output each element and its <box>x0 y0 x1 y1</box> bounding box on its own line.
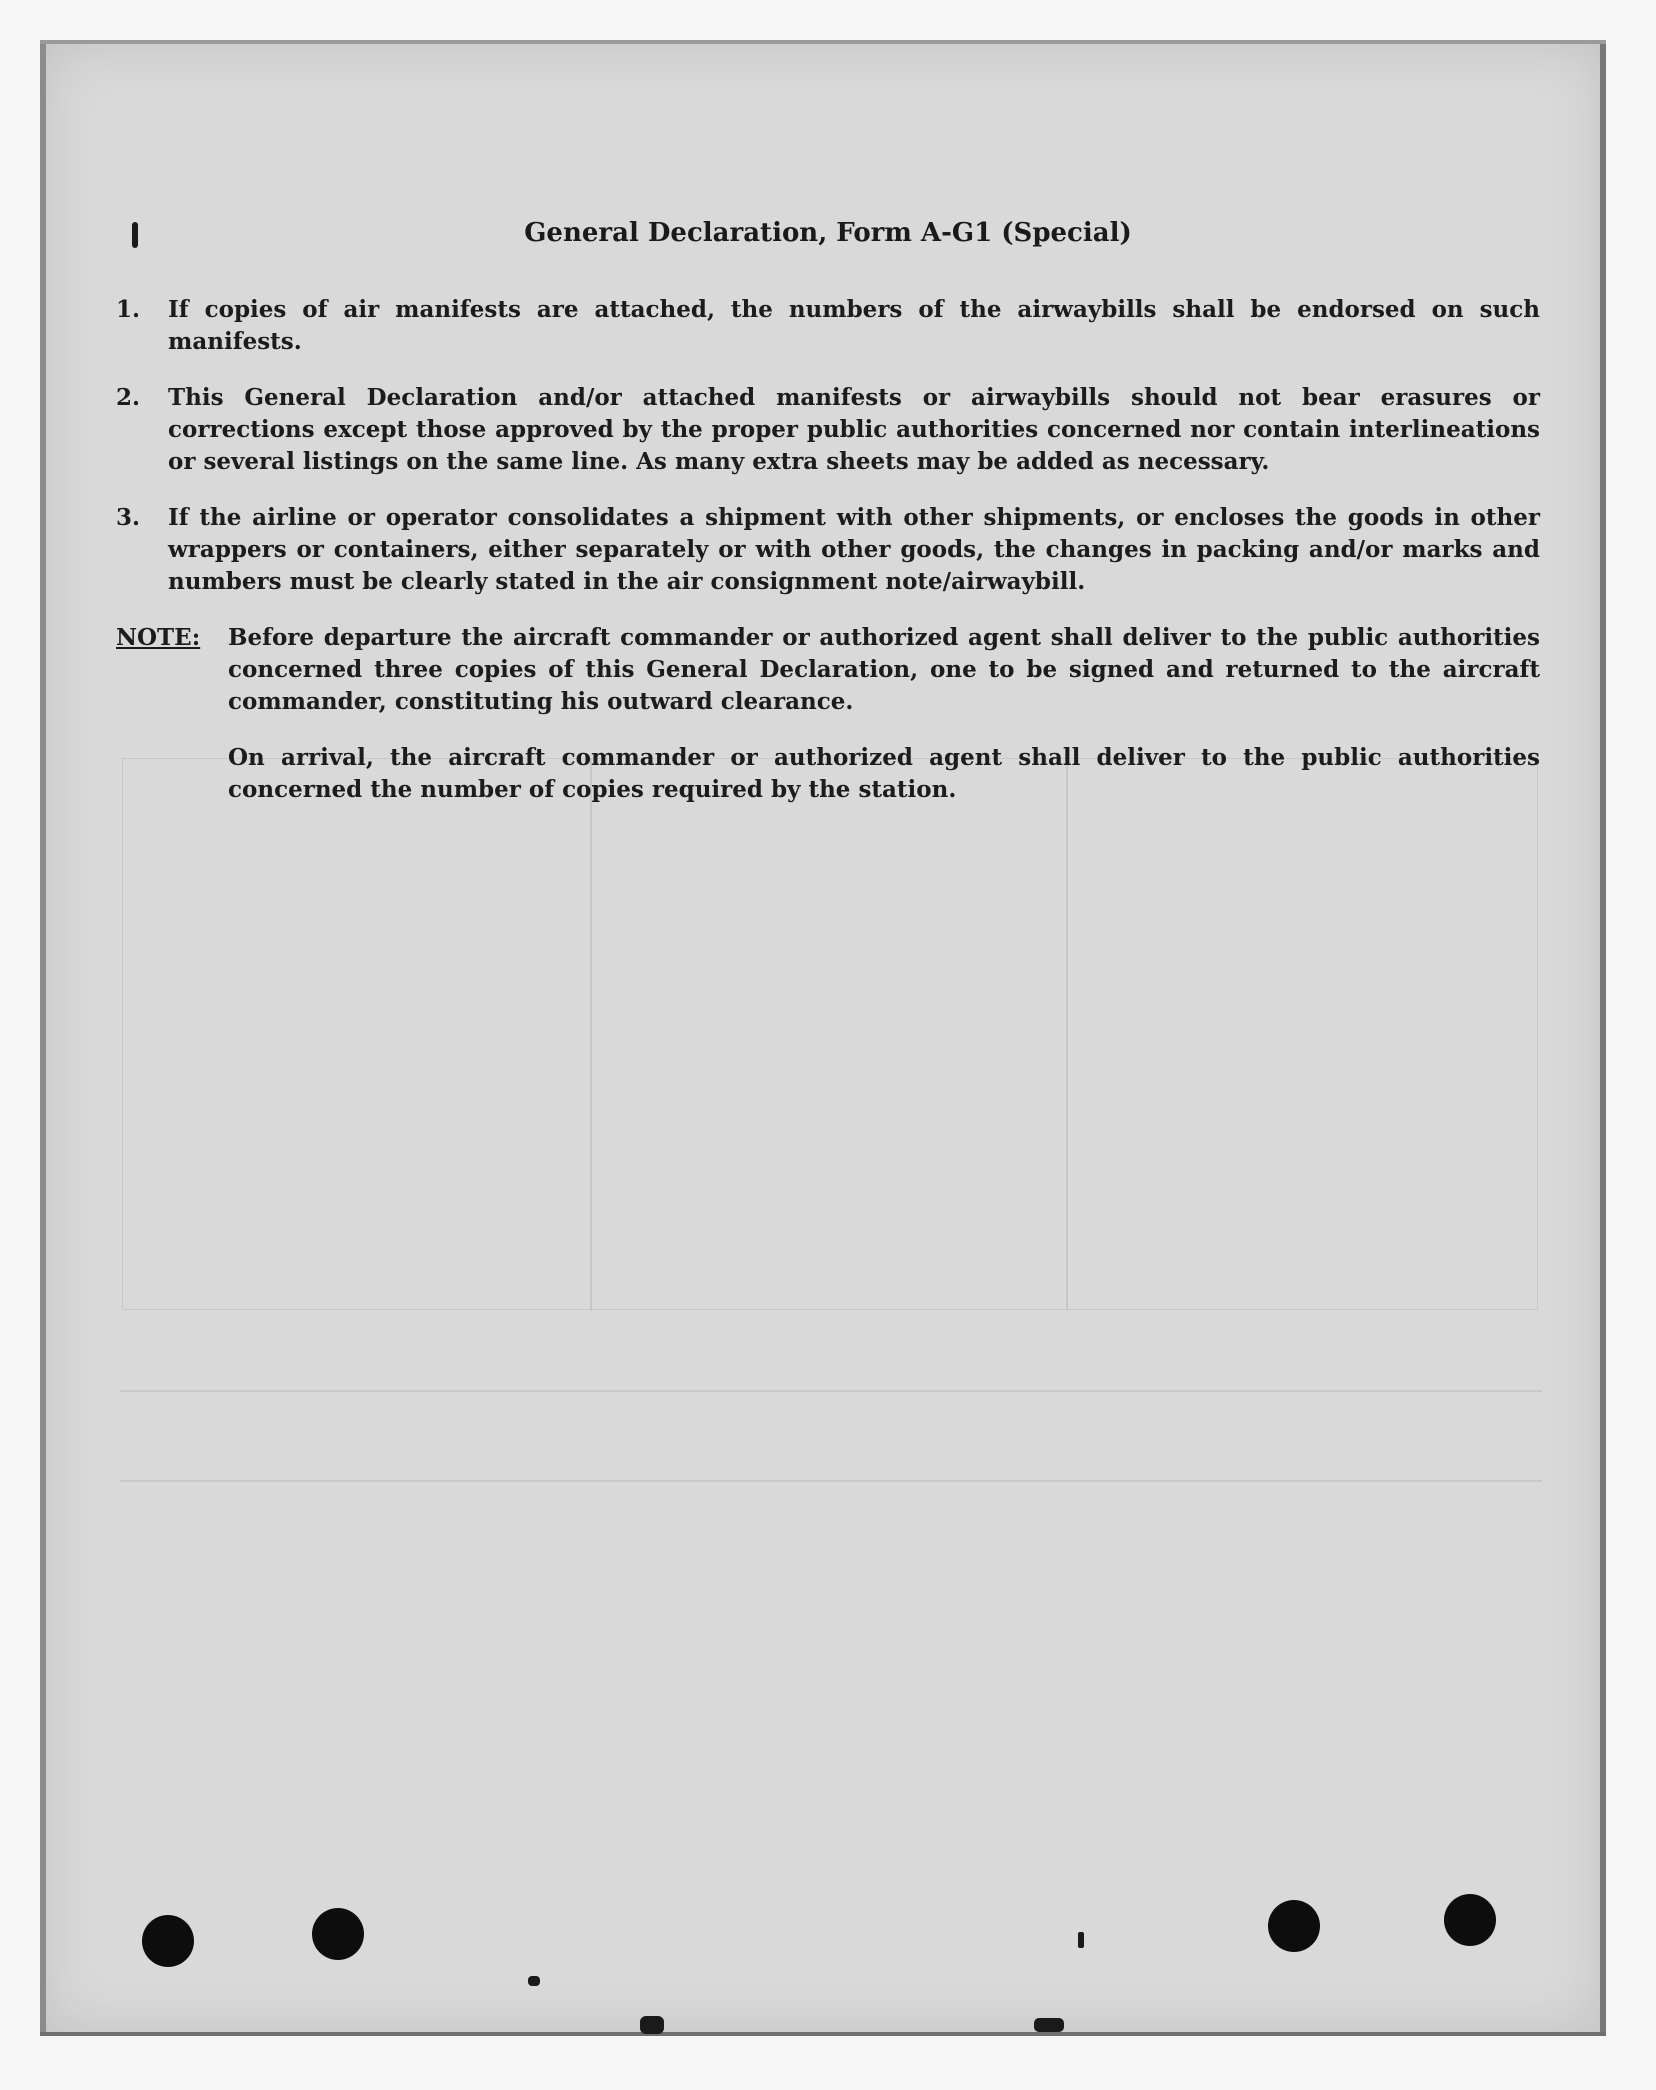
bleed-through-rule <box>120 1480 1542 1482</box>
scan-speck <box>640 2016 664 2034</box>
note-label: NOTE: <box>116 624 201 651</box>
sheet-edge-left <box>40 40 46 2036</box>
bleed-through-table <box>122 758 1538 1310</box>
note-section <box>116 622 1540 830</box>
bleed-through-column-divider <box>1066 758 1068 1310</box>
list-item <box>116 294 1540 358</box>
note-paragraph: Before departure the aircraft commander or authorized agent shall deliver to the public authorities concerned three copies of this General Declaration, one to be signed and returned to the aircraft commander, constituting his outward clearance. <box>228 624 1540 715</box>
instructions-list <box>116 294 1540 830</box>
list-item <box>116 502 1540 598</box>
item-text: If copies of air manifests are attached, the numbers of the airwaybills shall be endorsed on such manifests. <box>168 296 1540 355</box>
punch-hole <box>312 1908 364 1960</box>
item-number: 3. <box>116 504 141 531</box>
punch-hole <box>1444 1894 1496 1946</box>
note-paragraph: On arrival, the aircraft commander or authorized agent shall deliver to the public authorities concerned the number of copies required by the station. <box>228 744 1540 803</box>
bleed-through-rule <box>120 1390 1542 1392</box>
bleed-through-column-divider <box>590 758 592 1310</box>
scan-speck <box>1078 1932 1084 1948</box>
sheet-edge-right <box>1600 40 1606 2036</box>
item-text: This General Declaration and/or attached manifests or airwaybills should not bear erasures or corrections except those approved by the proper public authorities concerned nor contain interlineations or several listings on the same line. As many extra sheets may be added as necessary. <box>168 384 1540 475</box>
note-body <box>228 622 1540 830</box>
item-number: 2. <box>116 384 141 411</box>
sheet-edge-bottom <box>40 2032 1606 2036</box>
scan-speck <box>1034 2018 1064 2032</box>
scan-speck <box>132 222 138 248</box>
item-number: 1. <box>116 296 141 323</box>
list-item <box>116 382 1540 478</box>
item-text: If the airline or operator consolidates a shipment with other shipments, or encloses the goods in other wrappers or containers, either separately or with other goods, the changes in packing and/or marks and numbers must be clearly stated in the air consignment note/airwaybill. <box>168 504 1540 595</box>
sheet-edge-top <box>40 40 1606 44</box>
document-title: General Declaration, Form A-G1 (Special) <box>524 218 1132 248</box>
scan-speck <box>528 1976 540 1986</box>
punch-hole <box>142 1915 194 1967</box>
punch-hole <box>1268 1900 1320 1952</box>
